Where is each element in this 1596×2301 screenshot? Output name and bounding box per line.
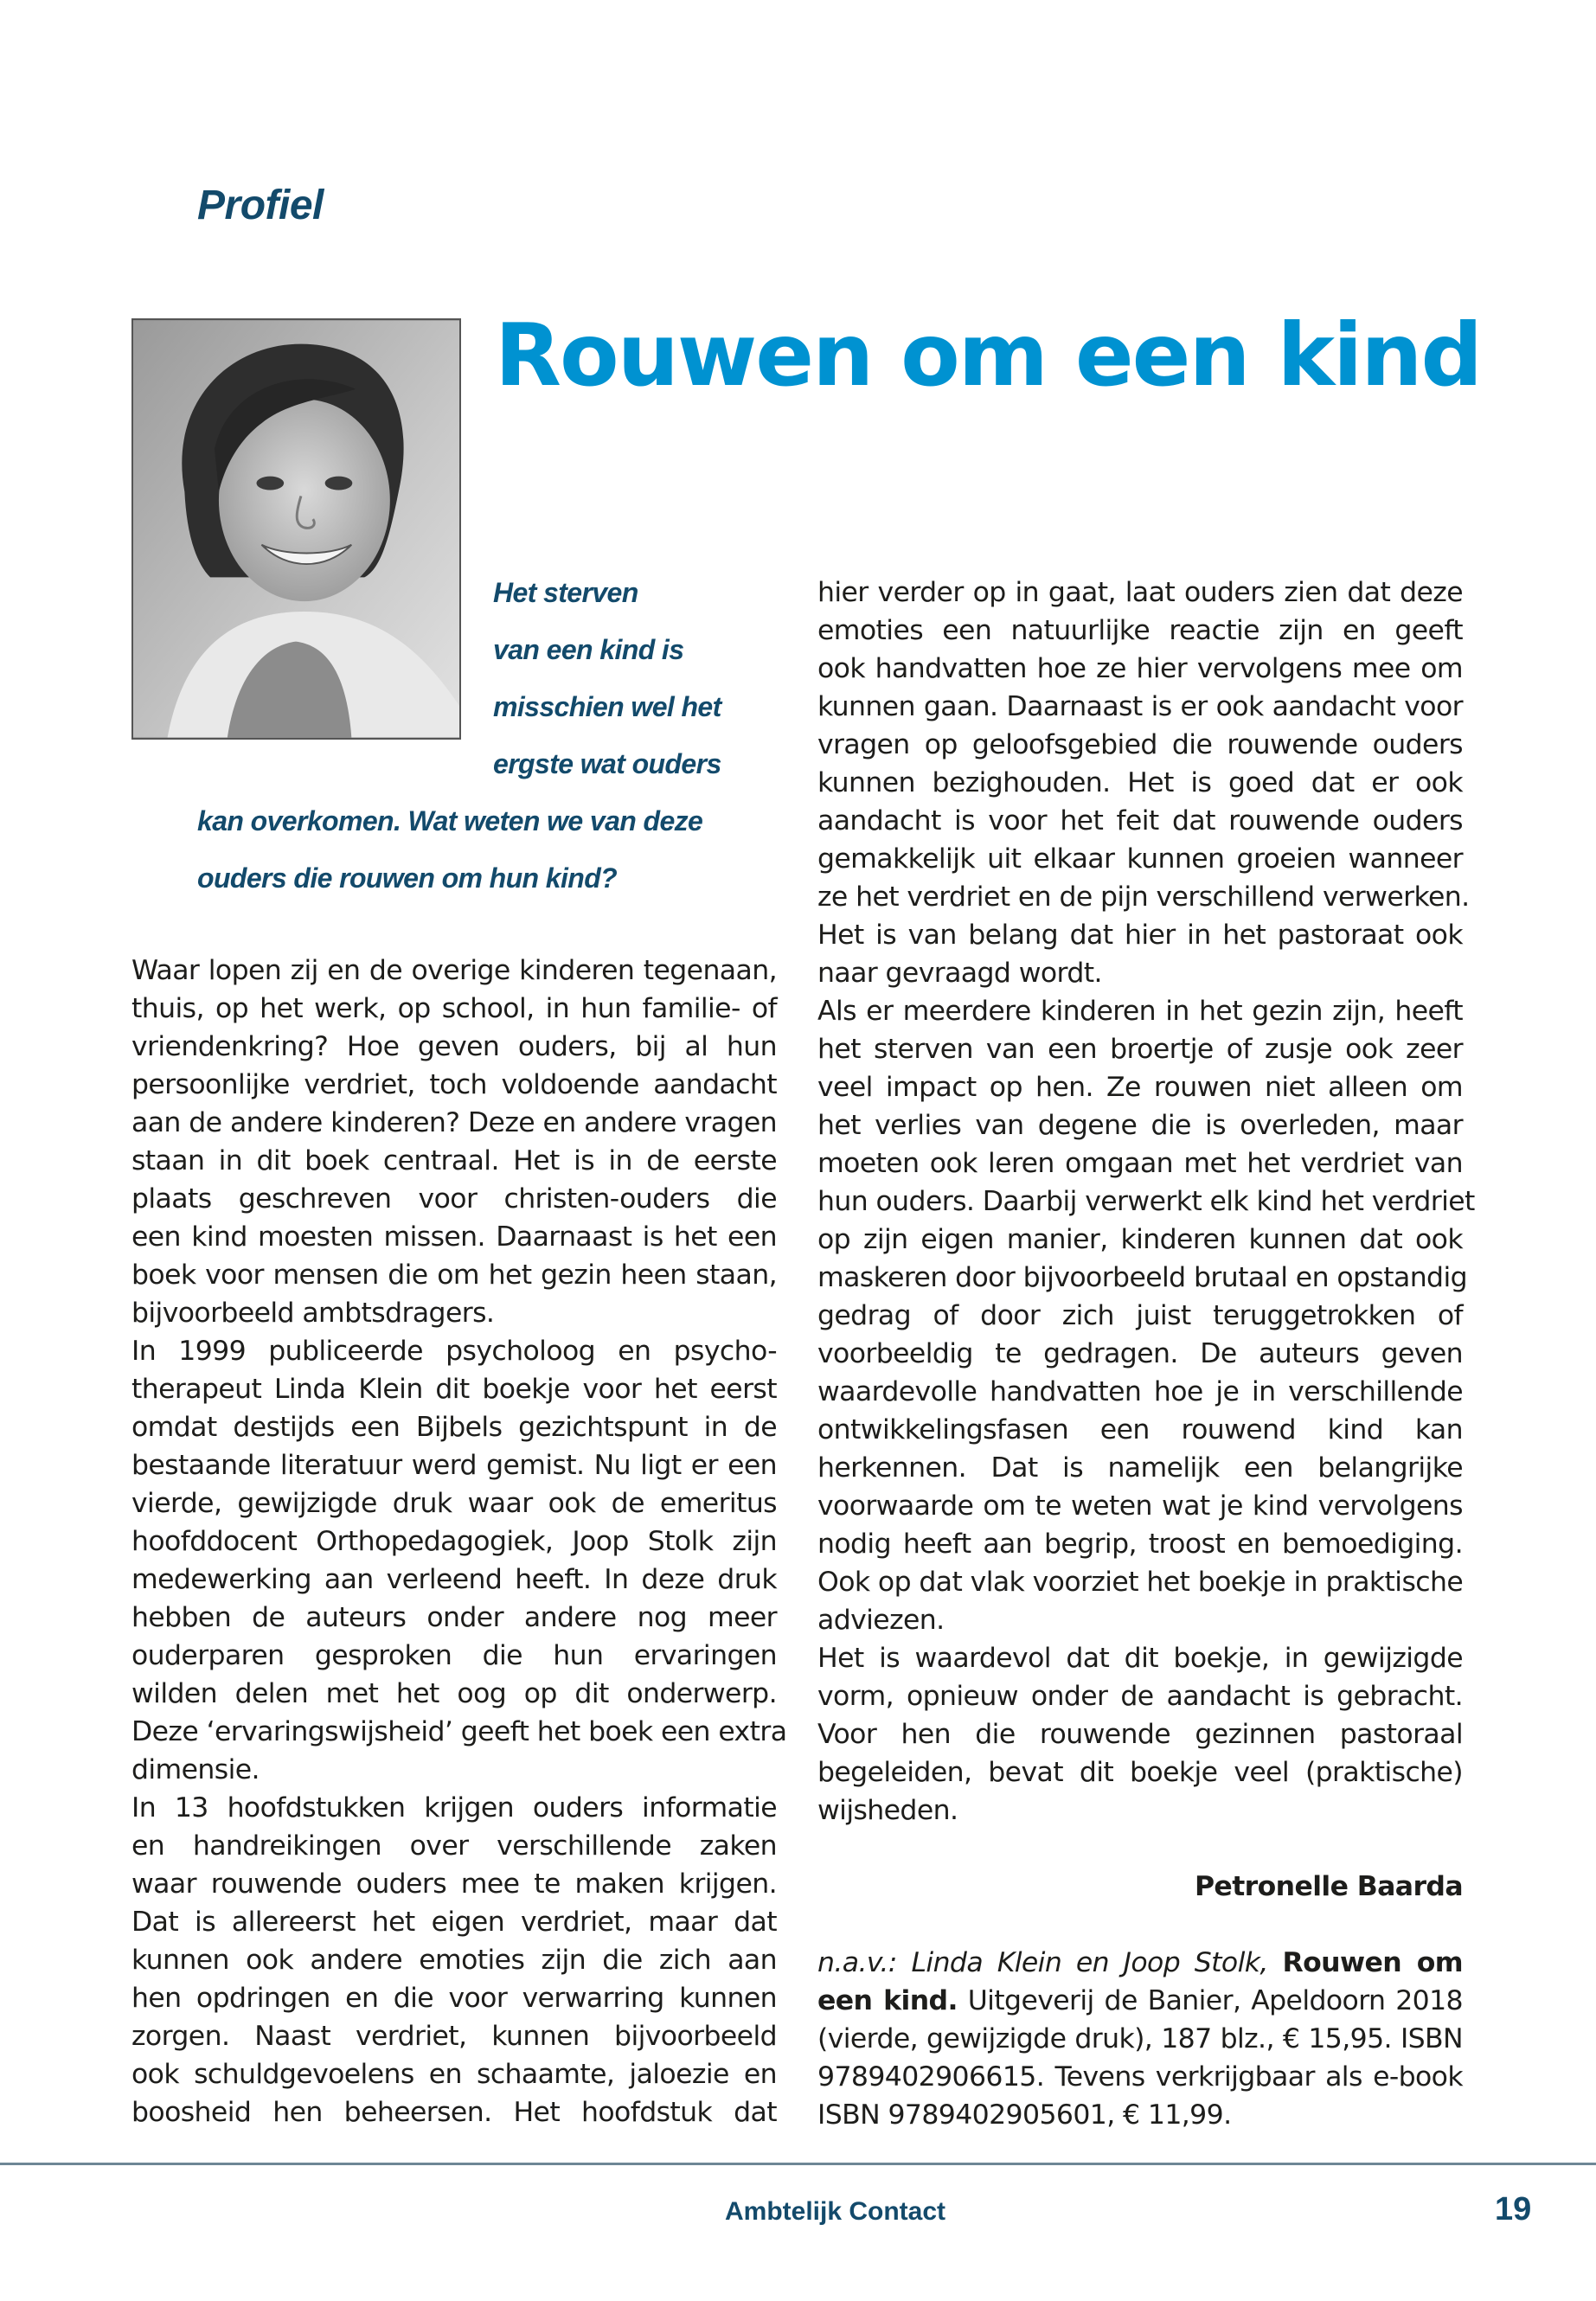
body-line: kunnen gaan. Daarnaast is er ook aandacht voor	[817, 691, 1463, 722]
body-line: het verlies van degene die is overleden, maar	[817, 1110, 1463, 1141]
body-line: adviezen.	[817, 1605, 945, 1636]
book-reference-line: 9789402906615. Tevens verkrijgbaar als e-book	[817, 2061, 1463, 2093]
body-line: veel impact op hen. Ze rouwen niet alleen om	[817, 1072, 1463, 1103]
body-line: Dat is allereerst het eigen verdriet, maar dat	[131, 1907, 777, 1938]
intro-line: Het sterven	[493, 577, 638, 608]
publisher-info: Uitgeverij de Banier, Apeldoorn 2018	[967, 1985, 1463, 2016]
body-line: Waar lopen zij en de overige kinderen tegenaan,	[131, 955, 777, 986]
body-line: wilden delen met het oog op dit onderwerp.	[131, 1678, 777, 1709]
body-line: omdat destijds een Bijbels gezichtspunt in de	[131, 1412, 777, 1443]
intro-quote-top	[493, 564, 721, 792]
body-line: hen opdringen en die voor verwarring kunnen	[131, 1983, 777, 2014]
intro-line: ouders die rouwen om hun kind?	[197, 862, 618, 894]
intro-quote-bottom	[197, 792, 702, 907]
body-line: kunnen ook andere emoties zijn die zich aan	[131, 1945, 777, 1976]
book-reference-line: ISBN 9789402905601, € 11,99.	[817, 2099, 1232, 2131]
intro-line: ergste wat ouders	[493, 748, 721, 779]
article-title: Rouwen om een kind	[495, 304, 1482, 406]
reference-prefix: n.a.v.: Linda Klein en Joop Stolk,	[817, 1947, 1268, 1978]
body-line: en handreikingen over verschillende zaken	[131, 1830, 777, 1862]
body-line: Het is waardevol dat dit boekje, in gewijzigde	[817, 1643, 1463, 1674]
footer-divider	[0, 2163, 1596, 2165]
body-line: thuis, op het werk, op school, in hun familie- of	[131, 993, 777, 1024]
body-line: ook handvatten hoe ze hier vervolgens mee om	[817, 653, 1463, 684]
body-line: vragen op geloofsgebied die rouwende ouders	[817, 729, 1463, 760]
section-label: Profiel	[197, 183, 324, 228]
intro-line: misschien wel het	[493, 691, 721, 722]
body-line: vierde, gewijzigde druk waar ook de emeritus	[131, 1488, 777, 1519]
body-line: medewerking aan verleend heeft. In deze druk	[131, 1564, 777, 1595]
body-line: staan in dit boek centraal. Het is in de eerste	[131, 1145, 777, 1176]
body-line: moeten ook leren omgaan met het verdriet van	[817, 1148, 1463, 1179]
body-line: Het is van belang dat hier in het pastoraat ook	[817, 920, 1463, 951]
body-line: bijvoorbeeld ambtsdragers.	[131, 1298, 495, 1329]
body-line: dimensie.	[131, 1754, 260, 1785]
intro-line: van een kind is	[493, 634, 684, 665]
body-line: ouderparen gesproken die hun ervaringen	[131, 1640, 777, 1671]
article-body-left-column	[131, 952, 787, 2131]
intro-line: kan overkomen. Wat weten we van deze	[197, 805, 703, 836]
body-line: ook schuldgevoelens en schaamte, jaloezie en	[131, 2059, 777, 2090]
body-line: hoofddocent Orthopedagogiek, Joop Stolk zijn	[131, 1526, 777, 1557]
body-line: wijsheden.	[817, 1795, 958, 1826]
body-line: een kind moesten missen. Daarnaast is het een	[131, 1221, 777, 1253]
footer-journal-name: Ambtelijk Contact	[725, 2197, 946, 2226]
body-line: Ook op dat vlak voorziet het boekje in praktische	[817, 1567, 1464, 1598]
body-line: op zijn eigen manier, kinderen kunnen dat ook	[817, 1224, 1463, 1255]
body-line: In 1999 publiceerde psycholoog en psycho-	[131, 1336, 777, 1367]
body-line: hier verder op in gaat, laat ouders zien dat deze	[817, 577, 1463, 608]
body-line: maskeren door bijvoorbeeld brutaal en opstandig	[817, 1262, 1467, 1293]
body-line: waar rouwende ouders mee te maken krijgen.	[131, 1868, 777, 1900]
body-line: aan de andere kinderen? Deze en andere vragen	[131, 1107, 777, 1138]
body-line: gedrag of door zich juist teruggetrokken of	[817, 1300, 1463, 1331]
body-line: gemakkelijk uit elkaar kunnen groeien wanneer	[817, 843, 1463, 875]
body-line: waardevolle handvatten hoe je in verschillende	[817, 1376, 1463, 1407]
body-line: vorm, opnieuw onder de aandacht is gebracht.	[817, 1681, 1463, 1712]
body-line: bestaande literatuur werd gemist. Nu ligt er een	[131, 1450, 777, 1481]
body-line: In 13 hoofdstukken krijgen ouders informatie	[131, 1792, 777, 1823]
body-line: emoties een natuurlijke reactie zijn en geeft	[817, 615, 1463, 646]
body-line: kunnen bezighouden. Het is goed dat er ook	[817, 767, 1463, 798]
author-portrait-photo	[131, 318, 461, 740]
spacer	[817, 1830, 1463, 1868]
body-line: ze het verdriet en de pijn verschillend verwerken.	[817, 881, 1470, 913]
body-line: het sterven van een broertje of zusje ook zeer	[817, 1034, 1463, 1065]
body-line: naar gevraagd wordt.	[817, 958, 1102, 989]
book-reference-line	[817, 1982, 1463, 2020]
body-line: voorwaarde om te weten wat je kind vervolgens	[817, 1490, 1463, 1522]
page-number: 19	[1495, 2191, 1532, 2227]
body-line: begeleiden, bevat dit boekje veel (praktische)	[817, 1757, 1463, 1788]
spacer	[817, 1906, 1463, 1944]
body-line: aandacht is voor het feit dat rouwende ouders	[817, 805, 1463, 836]
body-line: herkennen. Dat is namelijk een belangrijke	[817, 1452, 1463, 1484]
article-body-right-column	[817, 574, 1475, 2134]
body-line: boek voor mensen die om het gezin heen staan,	[131, 1259, 777, 1291]
book-title-part1: Rouwen om	[1282, 1947, 1463, 1978]
body-line: vriendenkring? Hoe geven ouders, bij al hun	[131, 1031, 777, 1062]
body-line: hebben de auteurs onder andere nog meer	[131, 1602, 777, 1633]
body-line: Voor hen die rouwende gezinnen pastoraal	[817, 1719, 1463, 1750]
body-line: boosheid hen beheersen. Het hoofdstuk dat	[131, 2097, 777, 2128]
body-line: Deze ‘ervaringswijsheid’ geeft het boek een extra	[131, 1716, 787, 1747]
body-line: therapeut Linda Klein dit boekje voor het eerst	[131, 1374, 777, 1405]
author-name-text: Petronelle Baarda	[1194, 1871, 1463, 1902]
body-line: voorbeeldig te gedragen. De auteurs geven	[817, 1338, 1463, 1369]
body-line: plaats geschreven voor christen-ouders die	[131, 1183, 777, 1215]
book-reference-line: (vierde, gewijzigde druk), 187 blz., € 15,95. ISBN	[817, 2023, 1463, 2054]
body-line: persoonlijke verdriet, toch voldoende aandacht	[131, 1069, 777, 1100]
body-line: hun ouders. Daarbij verwerkt elk kind het verdriet	[817, 1186, 1475, 1217]
book-reference-line	[817, 1944, 1463, 1982]
body-line: nodig heeft aan begrip, troost en bemoediging.	[817, 1529, 1463, 1560]
body-line: zorgen. Naast verdriet, kunnen bijvoorbeeld	[131, 2021, 777, 2052]
author-name	[817, 1868, 1463, 1906]
book-title-part2: een kind.	[817, 1985, 958, 2016]
body-line: Als er meerdere kinderen in het gezin zijn, heeft	[817, 996, 1463, 1027]
body-line: ontwikkelingsfasen een rouwend kind kan	[817, 1414, 1463, 1445]
